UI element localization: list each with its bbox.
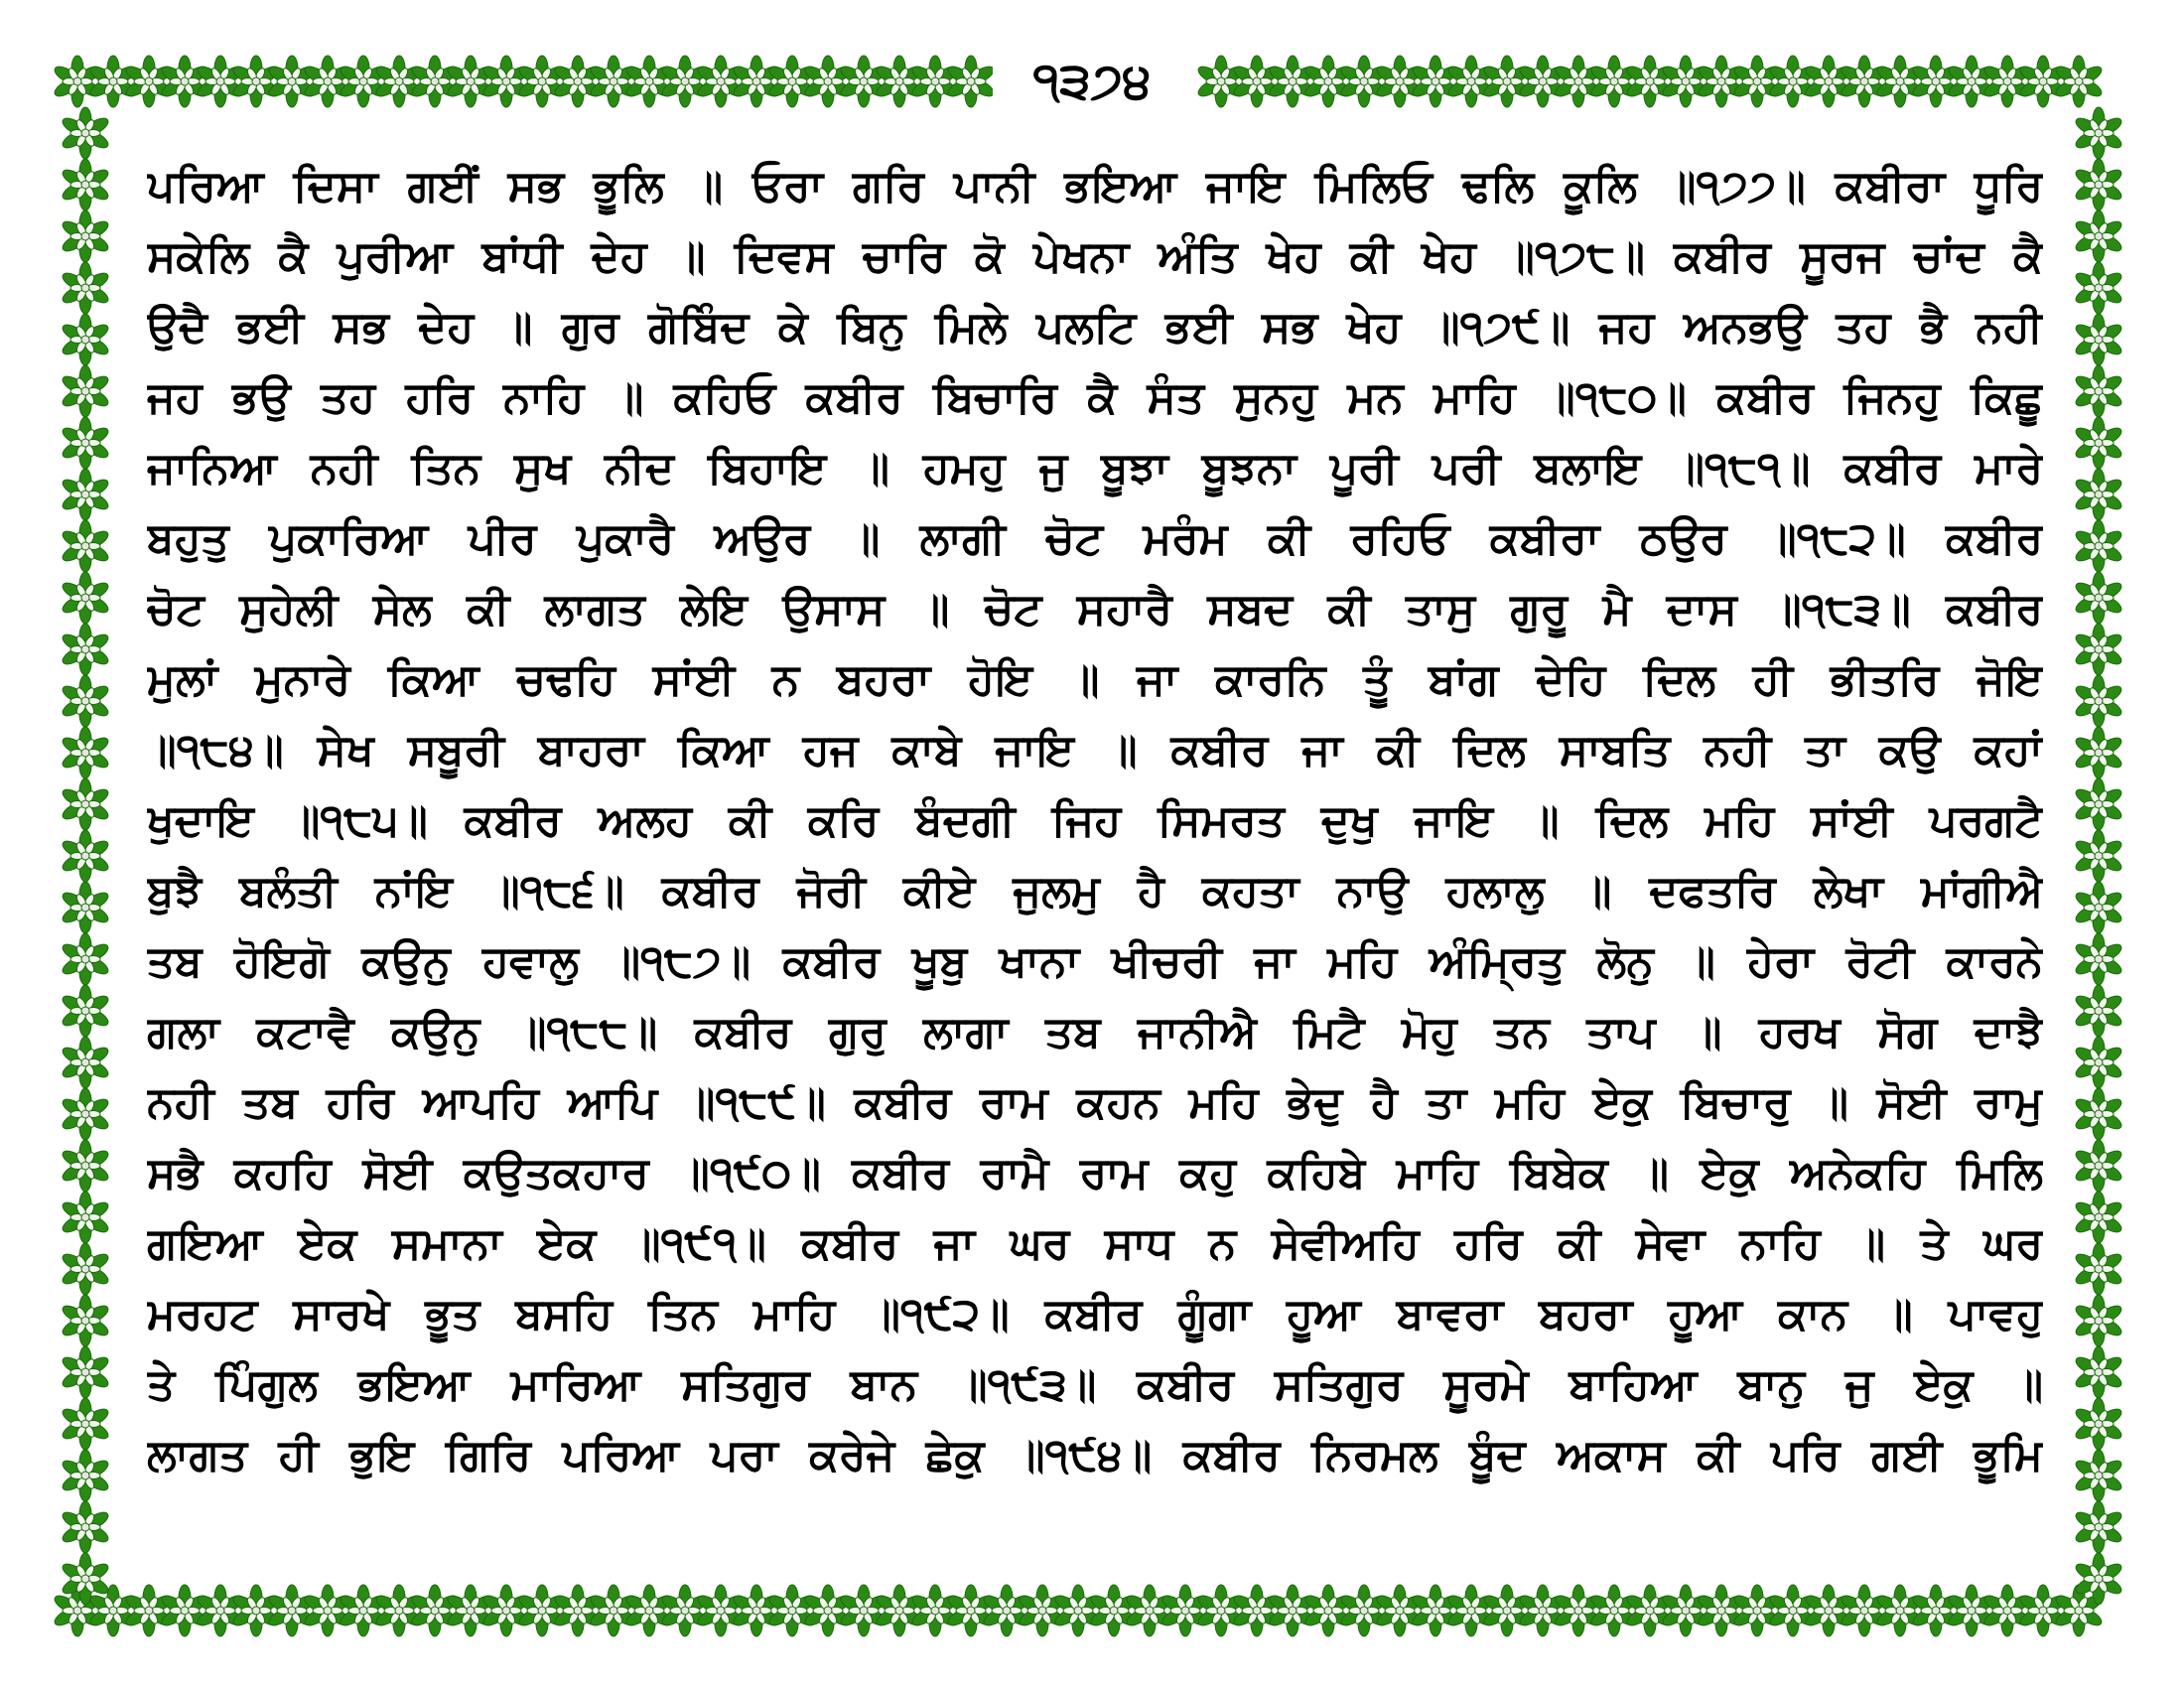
flower-icon	[2073, 1450, 2123, 1501]
flower-icon	[60, 1398, 110, 1450]
flower-icon	[2073, 1346, 2123, 1398]
flower-icon	[588, 56, 638, 107]
flower-icon	[1839, 56, 1889, 107]
flower-icon	[516, 1585, 567, 1636]
flower-icon	[1410, 1585, 1460, 1636]
flower-icon	[1731, 1585, 1782, 1636]
flower-icon	[60, 1037, 110, 1088]
flower-icon	[802, 56, 853, 107]
flower-icon	[1267, 1585, 1317, 1636]
flower-icon	[60, 985, 110, 1037]
flower-icon	[60, 1553, 110, 1605]
flower-icon	[1410, 56, 1460, 107]
flower-icon	[60, 1088, 110, 1140]
flower-icon	[60, 314, 110, 365]
flower-icon	[2073, 727, 2123, 778]
scripture-line: ਗਇਆ ਏਕ ਸਮਾਨਾ ਏਕ ॥੧੯੧॥ ਕਬੀਰ ਜਾ ਘਰ ਸਾਧ ਨ ਸੇਵੀਅਹਿ ਹਰਿ ਕੀ ਸੇਵਾ ਨਾਹਿ ॥ ਤੇ ਘਰ	[147, 1218, 2043, 1269]
flower-icon	[945, 56, 996, 107]
flower-icon	[195, 1585, 245, 1636]
flower-icon	[1946, 56, 1996, 107]
flower-icon	[2053, 56, 2104, 107]
scripture-line: ਸਭੈ ਕਹਹਿ ਸੋਈ ਕਉਤਕਹਾਰ ॥੧੯੦॥ ਕਬੀਰ ਰਾਮੈ ਰਾਮ ਕਹੁ ਕਹਿਬੇ ਮਾਹਿ ਬਿਬੇਕ ॥ ਏਕੁ ਅਨੇਕਹਿ ਮਿਲਿ	[147, 1148, 2043, 1198]
flower-icon	[695, 1585, 746, 1636]
scripture-line: ਬਹੁਤੁ ਪੁਕਾਰਿਆ ਪੀਰ ਪੁਕਾਰੈ ਅਉਰ ॥ ਲਾਗੀ ਚੋਟ ਮਰੰਮ ਕੀ ਰਹਿਓ ਕਬੀਰਾ ਠਉਰ ॥੧੮੨॥ ਕਬੀਰ	[147, 513, 2043, 564]
flower-icon	[1160, 1585, 1210, 1636]
flower-icon	[60, 727, 110, 778]
flower-icon	[1624, 1585, 1675, 1636]
flower-icon	[60, 211, 110, 262]
flower-icon	[1731, 56, 1782, 107]
scripture-line: ਖੁਦਾਇ ॥੧੮੫॥ ਕਬੀਰ ਅਲਹ ਕੀ ਕਰਿ ਬੰਦਗੀ ਜਿਹ ਸਿਮਰਤ ਦੁਖੁ ਜਾਇ ॥ ਦਿਲ ਮਹਿ ਸਾਂਈ ਪਰਗਟੈ	[147, 795, 2043, 846]
flower-icon	[1660, 56, 1710, 107]
flower-icon	[1302, 1585, 1353, 1636]
flower-icon	[409, 56, 460, 107]
flower-icon	[766, 1585, 817, 1636]
flower-icon	[60, 882, 110, 933]
flower-icon	[2017, 56, 2068, 107]
flower-icon	[60, 830, 110, 882]
flower-icon	[695, 56, 746, 107]
flower-icon	[1767, 1585, 1818, 1636]
flower-icon	[2073, 1192, 2123, 1243]
flower-icon	[1088, 1585, 1139, 1636]
flower-icon	[1588, 56, 1639, 107]
flower-icon	[731, 56, 781, 107]
page-number: ੧੩੭੪	[993, 46, 1191, 115]
scripture-line: ਨਹੀ ਤਬ ਹਰਿ ਆਪਹਿ ਆਪਿ ॥੧੮੯॥ ਕਬੀਰ ਰਾਮ ਕਹਨ ਮਹਿ ਭੇਦੁ ਹੈ ਤਾ ਮਹਿ ਏਕੁ ਬਿਚਾਰੁ ॥ ਸੋਈ ਰਾਮੁ	[147, 1077, 2043, 1128]
flower-icon	[2073, 520, 2123, 572]
scripture-line: ਉਦੈ ਭਈ ਸਭ ਦੇਹ ॥ ਗੁਰ ਗੋਬਿੰਦ ਕੇ ਬਿਨੁ ਮਿਲੇ ਪਲਟਿ ਭਈ ਸਭ ਖੇਹ ॥੧੭੯॥ ਜਹ ਅਨਭਉ ਤਹ ਭੈ ਨਹੀ	[147, 302, 2043, 352]
flower-icon	[2017, 1585, 2068, 1636]
flower-icon	[1052, 1585, 1103, 1636]
flower-icon	[1660, 1585, 1710, 1636]
flower-icon	[1874, 1585, 1925, 1636]
flower-icon	[2073, 1140, 2123, 1192]
scripture-line: ॥੧੮੪॥ ਸੇਖ ਸਬੂਰੀ ਬਾਹਰਾ ਕਿਆ ਹਜ ਕਾਬੇ ਜਾਇ ॥ ਕਬੀਰ ਜਾ ਕੀ ਦਿਲ ਸਾਬਤਿ ਨਹੀ ਤਾ ਕਉ ਕਹਾਂ	[147, 725, 2043, 775]
flower-icon	[909, 1585, 960, 1636]
flower-icon	[1553, 1585, 1603, 1636]
flower-icon	[2073, 1295, 2123, 1346]
flower-icon	[552, 1585, 603, 1636]
flower-icon	[1374, 56, 1425, 107]
flower-icon	[2073, 572, 2123, 624]
flower-icon	[230, 56, 281, 107]
flower-icon	[1517, 1585, 1568, 1636]
flower-icon	[2073, 985, 2123, 1037]
flower-icon	[159, 56, 209, 107]
flower-icon	[230, 1585, 281, 1636]
flower-icon	[2073, 830, 2123, 882]
flower-icon	[1302, 56, 1353, 107]
flower-icon	[60, 520, 110, 572]
flower-icon	[1696, 1585, 1746, 1636]
flower-icon	[1624, 56, 1675, 107]
flower-icon	[373, 56, 424, 107]
flower-icon	[874, 56, 924, 107]
flower-icon	[1338, 56, 1389, 107]
flower-icon	[87, 1585, 138, 1636]
scripture-line: ਬੁਝੈ ਬਲੰਤੀ ਨਾਂਇ ॥੧੮੬॥ ਕਬੀਰ ਜੋਰੀ ਕੀਏ ਜੁਲਮੁ ਹੈ ਕਹਤਾ ਨਾਉ ਹਲਾਲੁ ॥ ਦਫਤਰਿ ਲੇਖਾ ਮਾਂਗੀਐ	[147, 866, 2043, 916]
flower-icon	[60, 572, 110, 624]
scripture-text	[147, 151, 2043, 1561]
flower-icon	[1445, 1585, 1496, 1636]
flower-icon	[60, 417, 110, 469]
flower-icon	[1910, 1585, 1961, 1636]
flower-icon	[623, 56, 674, 107]
flower-icon	[1910, 56, 1961, 107]
flower-icon	[123, 56, 174, 107]
flower-icon	[2073, 1501, 2123, 1553]
flower-icon	[1517, 56, 1568, 107]
flower-icon	[60, 933, 110, 985]
flower-icon	[60, 675, 110, 727]
scripture-line: ਲਾਗਤ ਹੀ ਭੁਇ ਗਿਰਿ ਪਰਿਆ ਪਰਾ ਕਰੇਜੇ ਛੇਕੁ ॥੧੯੪॥ ਕਬੀਰ ਨਿਰਮਲ ਬੂੰਦ ਅਕਾਸ ਕੀ ਪਰਿ ਗਈ ਭੂਮਿ	[147, 1430, 2043, 1480]
flower-icon	[60, 1501, 110, 1553]
flower-icon	[60, 159, 110, 211]
flower-icon	[874, 1585, 924, 1636]
scripture-line: ਗਲਾ ਕਟਾਵੈ ਕਉਨੁ ॥੧੮੮॥ ਕਬੀਰ ਗੁਰੁ ਲਾਗਾ ਤਬ ਜਾਨੀਐ ਮਿਟੈ ਮੋਹੁ ਤਨ ਤਾਪ ॥ ਹਰਖ ਸੋਗ ਦਾਝੈ	[147, 1007, 2043, 1057]
flower-icon	[2073, 211, 2123, 262]
flower-icon	[87, 56, 138, 107]
flower-icon	[1946, 1585, 1996, 1636]
flower-icon	[409, 1585, 460, 1636]
flower-icon	[1124, 1585, 1174, 1636]
flower-icon	[2073, 159, 2123, 211]
flower-icon	[1839, 1585, 1889, 1636]
scripture-line: ਪਰਿਆ ਦਿਸਾ ਗਈਂ ਸਭ ਭੂਲਿ ॥ ਓਰਾ ਗਰਿ ਪਾਨੀ ਭਇਆ ਜਾਇ ਮਿਲਿਓ ਢਲਿ ਕੂਲਿ ॥੧੭੭॥ ਕਬੀਰਾ ਧੂਰਿ	[147, 161, 2043, 211]
flower-icon	[838, 1585, 888, 1636]
flower-icon	[60, 1346, 110, 1398]
flower-icon	[52, 56, 102, 107]
flower-icon	[2073, 624, 2123, 675]
flower-icon	[2073, 778, 2123, 830]
flower-icon	[659, 56, 710, 107]
flower-icon	[123, 1585, 174, 1636]
flower-icon	[338, 56, 388, 107]
flower-icon	[373, 1585, 424, 1636]
flower-icon	[2073, 1037, 2123, 1088]
flower-icon	[2073, 469, 2123, 520]
flower-icon	[480, 56, 531, 107]
flower-icon	[945, 1585, 996, 1636]
flower-icon	[195, 56, 245, 107]
flower-icon	[60, 107, 110, 159]
flower-icon	[1588, 1585, 1639, 1636]
flower-icon	[445, 1585, 495, 1636]
flower-icon	[909, 56, 960, 107]
flower-icon	[1374, 1585, 1425, 1636]
flower-icon	[1267, 56, 1317, 107]
flower-icon	[1696, 56, 1746, 107]
flower-icon	[60, 624, 110, 675]
flower-icon	[445, 56, 495, 107]
flower-icon	[2073, 1398, 2123, 1450]
flower-icon	[1874, 56, 1925, 107]
flower-icon	[1767, 56, 1818, 107]
flower-icon	[159, 1585, 209, 1636]
flower-icon	[731, 1585, 781, 1636]
flower-icon	[338, 1585, 388, 1636]
flower-icon	[2073, 107, 2123, 159]
scripture-line: ਸਕੇਲਿ ਕੈ ਪੁਰੀਆ ਬਾਂਧੀ ਦੇਹ ॥ ਦਿਵਸ ਚਾਰਿ ਕੋ ਪੇਖਨਾ ਅੰਤਿ ਖੇਹ ਕੀ ਖੇਹ ॥੧੭੮॥ ਕਬੀਰ ਸੂਰਜ ਚਾਂਦ ਕੈ	[147, 231, 2043, 282]
flower-icon	[1803, 1585, 1853, 1636]
flower-icon	[266, 1585, 317, 1636]
flower-icon	[2073, 882, 2123, 933]
flower-icon	[659, 1585, 710, 1636]
flower-icon	[802, 1585, 853, 1636]
flower-icon	[2073, 675, 2123, 727]
flower-icon	[1553, 56, 1603, 107]
flower-icon	[1338, 1585, 1389, 1636]
flower-icon	[60, 365, 110, 417]
flower-icon	[52, 1585, 102, 1636]
scripture-line: ਜਾਨਿਆ ਨਹੀ ਤਿਨ ਸੁਖ ਨੀਦ ਬਿਹਾਇ ॥ ਹਮਹੁ ਜੁ ਬੂਝਾ ਬੂਝਨਾ ਪੂਰੀ ਪਰੀ ਬਲਾਇ ॥੧੮੧॥ ਕਬੀਰ ਮਾਰੇ	[147, 443, 2043, 493]
flower-icon	[1231, 1585, 1282, 1636]
flower-icon	[1231, 56, 1282, 107]
flower-icon	[766, 56, 817, 107]
flower-icon	[552, 56, 603, 107]
flower-icon	[516, 56, 567, 107]
scripture-line: ਮਰਹਟ ਸਾਰਖੇ ਭੂਤ ਬਸਹਿ ਤਿਨ ਮਾਹਿ ॥੧੯੨॥ ਕਬੀਰ ਗੂੰਗਾ ਹੂਆ ਬਾਵਰਾ ਬਹਰਾ ਹੂਆ ਕਾਨ ॥ ਪਾਵਹੁ	[147, 1289, 2043, 1339]
flower-icon	[623, 1585, 674, 1636]
flower-icon	[1445, 56, 1496, 107]
flower-icon	[2073, 314, 2123, 365]
flower-icon	[60, 778, 110, 830]
flower-icon	[60, 1450, 110, 1501]
flower-icon	[60, 1243, 110, 1295]
scripture-line: ਤੇ ਪਿੰਗੁਲ ਭਇਆ ਮਾਰਿਆ ਸਤਿਗੁਰ ਬਾਨ ॥੧੯੩॥ ਕਬੀਰ ਸਤਿਗੁਰ ਸੂਰਮੇ ਬਾਹਿਆ ਬਾਨੁ ਜੁ ਏਕੁ ॥	[147, 1359, 2043, 1410]
flower-icon	[1017, 1585, 1067, 1636]
flower-icon	[2073, 1088, 2123, 1140]
flower-icon	[60, 262, 110, 314]
flower-icon	[480, 1585, 531, 1636]
flower-icon	[1195, 56, 1246, 107]
flower-icon	[2073, 417, 2123, 469]
flower-icon	[60, 1140, 110, 1192]
flower-icon	[60, 469, 110, 520]
flower-icon	[1195, 1585, 1246, 1636]
flower-icon	[302, 1585, 352, 1636]
flower-icon	[838, 56, 888, 107]
flower-icon	[2073, 262, 2123, 314]
flower-icon	[1981, 56, 2032, 107]
flower-icon	[2073, 1243, 2123, 1295]
flower-icon	[1481, 1585, 1532, 1636]
flower-icon	[1981, 1585, 2032, 1636]
flower-icon	[2073, 933, 2123, 985]
flower-icon	[981, 1585, 1031, 1636]
scripture-line: ਤਬ ਹੋਇਗੋ ਕਉਨੁ ਹਵਾਲੁ ॥੧੮੭॥ ਕਬੀਰ ਖੂਬੁ ਖਾਨਾ ਖੀਚਰੀ ਜਾ ਮਹਿ ਅੰਮ੍ਰਿਤੁ ਲੋਨੁ ॥ ਹੇਰਾ ਰੋਟੀ ਕਾਰਨੇ	[147, 936, 2043, 987]
flower-icon	[302, 56, 352, 107]
scripture-line: ਜਹ ਭਉ ਤਹ ਹਰਿ ਨਾਹਿ ॥ ਕਹਿਓ ਕਬੀਰ ਬਿਚਾਰਿ ਕੈ ਸੰਤ ਸੁਨਹੁ ਮਨ ਮਾਹਿ ॥੧੮੦॥ ਕਬੀਰ ਜਿਨਹੁ ਕਿਛੂ	[147, 372, 2043, 423]
scripture-line: ਮੁਲਾਂ ਮੁਨਾਰੇ ਕਿਆ ਚਢਹਿ ਸਾਂਈ ਨ ਬਹਰਾ ਹੋਇ ॥ ਜਾ ਕਾਰਨਿ ਤੂੰ ਬਾਂਗ ਦੇਹਿ ਦਿਲ ਹੀ ਭੀਤਰਿ ਜੋਇ	[147, 654, 2043, 705]
flower-icon	[266, 56, 317, 107]
scripture-line: ਚੋਟ ਸੁਹੇਲੀ ਸੇਲ ਕੀ ਲਾਗਤ ਲੇਇ ਉਸਾਸ ॥ ਚੋਟ ਸਹਾਰੈ ਸਬਦ ਕੀ ਤਾਸੁ ਗੁਰੂ ਮੈ ਦਾਸ ॥੧੮੩॥ ਕਬੀਰ	[147, 584, 2043, 634]
flower-icon	[60, 1192, 110, 1243]
flower-icon	[588, 1585, 638, 1636]
flower-icon	[1803, 56, 1853, 107]
flower-icon	[60, 1295, 110, 1346]
flower-icon	[2073, 365, 2123, 417]
flower-icon	[1481, 56, 1532, 107]
